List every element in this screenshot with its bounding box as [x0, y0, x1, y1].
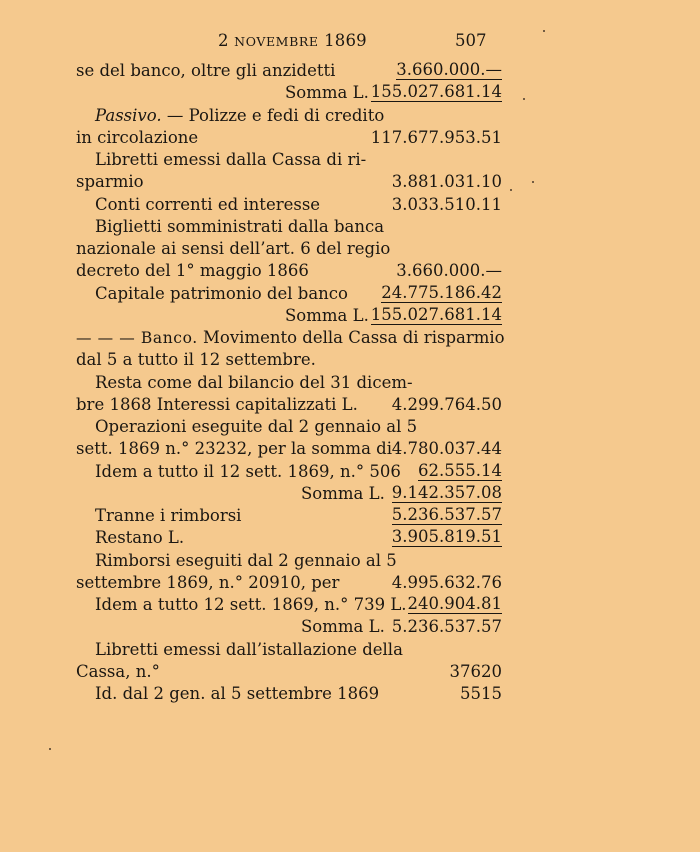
- line-text: Tranne i rimborsi: [95, 506, 242, 525]
- text-line: [0, 505, 700, 527]
- text-line: [0, 639, 700, 661]
- total-line: [0, 616, 700, 638]
- speck: [510, 189, 512, 191]
- total-line: [0, 305, 700, 327]
- section-label: Passivo.: [95, 105, 162, 125]
- line-text: Somma L.: [301, 483, 385, 503]
- line-text: Libretti emessi dall’istallazione della: [95, 639, 403, 659]
- line-text: Somma L.: [285, 83, 369, 103]
- total-line: [0, 527, 700, 549]
- amount: 37620: [449, 661, 502, 681]
- text-line: [0, 171, 700, 193]
- speck: [543, 30, 545, 32]
- amount: 24.775.186.42: [381, 282, 502, 302]
- line-text: in circolazione: [76, 127, 199, 147]
- line-text: Biglietti somministrati dalla banca: [95, 216, 385, 236]
- header-month: NOVEMBRE: [234, 34, 319, 49]
- line-text: Id. dal 2 gen. al 5 settembre 1869: [95, 684, 380, 703]
- text-line: [0, 283, 700, 305]
- line-text: sett. 1869 n.° 23232, per la somma di: [76, 439, 392, 459]
- amount: 240.904.81: [407, 594, 502, 613]
- amount: 155.027.681.14: [370, 82, 502, 102]
- text-line: [0, 550, 700, 572]
- amount: 3.660.000.—: [396, 261, 502, 281]
- line-text: Passivo. — Polizze e fedi di credito: [95, 105, 385, 125]
- speck: [532, 181, 534, 183]
- text-line: [0, 216, 700, 238]
- line-text: bre 1868 Interessi capitalizzati L.: [76, 394, 358, 414]
- amount: 5.236.537.57: [391, 617, 502, 637]
- total-line: [0, 82, 700, 104]
- text-line: [0, 661, 700, 683]
- line-text: settembre 1869, n.° 20910, per: [76, 572, 340, 592]
- line-text: — — — Banco. Movimento della Cassa di risparmio: [76, 328, 505, 347]
- text-line: [0, 194, 700, 216]
- line-text: Resta come dal bilancio del 31 dicem-: [95, 372, 413, 392]
- page-body: [0, 60, 700, 705]
- amount: 4.995.632.76: [391, 572, 502, 592]
- text-line: [0, 238, 700, 260]
- text-line: [0, 372, 700, 394]
- amount: 3.660.000.—: [396, 60, 502, 79]
- speck: [49, 748, 51, 750]
- text-line: [0, 594, 700, 616]
- text-line: [0, 127, 700, 149]
- text-line: [0, 349, 700, 371]
- section-label: — — — Banco.: [76, 329, 198, 347]
- amount: 5515: [460, 684, 502, 703]
- text-line: [0, 438, 700, 460]
- line-text: dal 5 a tutto il 12 settembre.: [76, 350, 316, 370]
- line-text: nazionale ai sensi dell’art. 6 del regio: [76, 239, 391, 258]
- line-text: Cassa, n.°: [76, 661, 160, 681]
- line-text: Restano L.: [95, 528, 185, 548]
- amount: 9.142.357.08: [391, 482, 502, 502]
- amount: 62.555.14: [418, 460, 502, 480]
- text-line: [0, 572, 700, 594]
- line-text: Idem a tutto 12 sett. 1869, n.° 739 L.: [95, 595, 407, 614]
- text-line: [0, 461, 700, 483]
- line-text: Conti correnti ed interesse: [95, 194, 321, 214]
- amount: 4.780.037.44: [391, 439, 502, 459]
- line-text: Rimborsi eseguiti dal 2 gennaio al 5: [95, 550, 397, 570]
- line-text: se del banco, oltre gli anzidetti: [76, 61, 336, 80]
- text-line: [0, 60, 700, 82]
- page-number: 507: [455, 31, 487, 50]
- line-text: Capitale patrimonio del banco: [95, 283, 348, 303]
- amount: 3.881.031.10: [391, 172, 502, 192]
- line-text: sparmio: [76, 172, 144, 192]
- page-header: [0, 31, 700, 55]
- line-text: Libretti emessi dalla Cassa di ri-: [95, 150, 367, 169]
- line-text: Operazioni eseguite dal 2 gennaio al 5: [95, 417, 418, 436]
- text-line: [0, 260, 700, 282]
- amount: 117.677.953.51: [370, 127, 502, 147]
- amount: 3.033.510.11: [391, 194, 502, 214]
- amount: 155.027.681.14: [370, 304, 502, 324]
- line-text: Somma L.: [285, 305, 369, 325]
- line-text: decreto del 1° maggio 1866: [76, 261, 309, 281]
- text-line: [0, 416, 700, 438]
- header-date: 2 NOVEMBRE 1869: [218, 31, 367, 50]
- amount: 4.299.764.50: [391, 394, 502, 414]
- amount: 5.236.537.57: [391, 505, 502, 524]
- line-text: Somma L.: [301, 617, 385, 637]
- text-line: [0, 394, 700, 416]
- line-text: Idem a tutto il 12 sett. 1869, n.° 506: [95, 461, 401, 481]
- speck: [523, 98, 525, 100]
- text-line: [0, 149, 700, 171]
- text-line: [0, 683, 700, 705]
- amount: 3.905.819.51: [391, 527, 502, 547]
- section-heading-line: [0, 327, 700, 349]
- total-line: [0, 483, 700, 505]
- section-heading-line: [0, 105, 700, 127]
